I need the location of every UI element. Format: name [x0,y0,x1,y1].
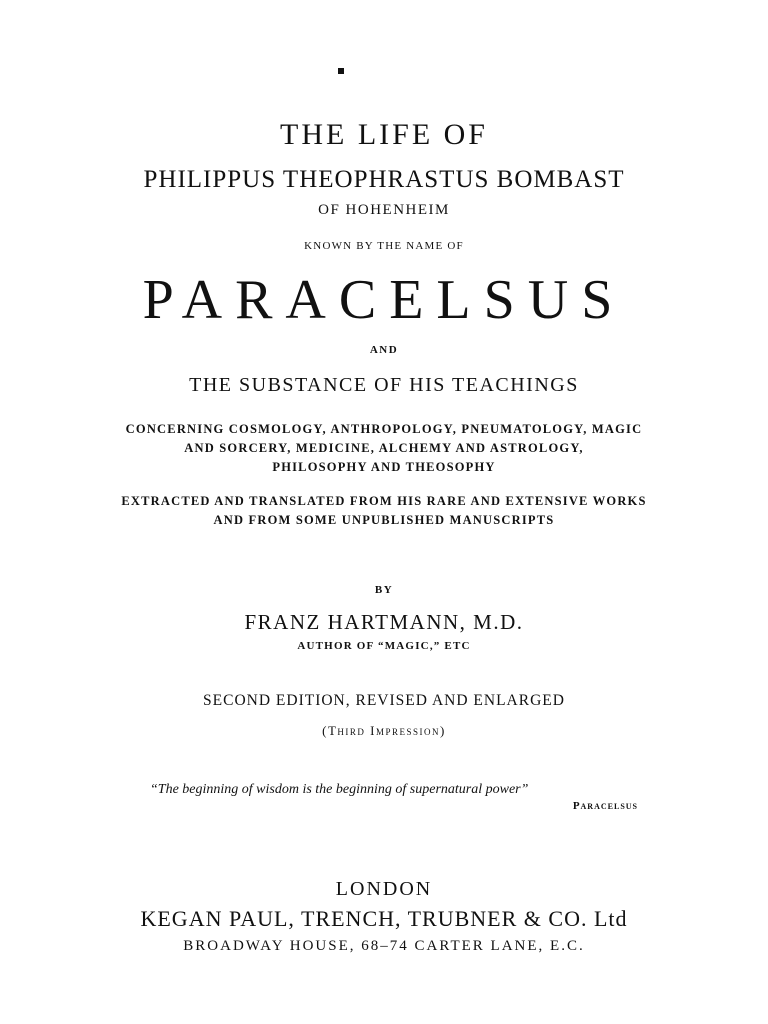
edition-statement: SECOND EDITION, REVISED AND ENLARGED [203,692,565,709]
topics-line: PHILOSOPHY AND THEOSOPHY [272,460,496,474]
author-name: FRANZ HARTMANN, M.D. [244,610,524,634]
source-line: AND FROM SOME UNPUBLISHED MANUSCRIPTS [213,513,555,527]
subject-origin: OF HOHENHEIM [318,202,450,218]
epigraph-quote: “The beginning of wisdom is the beginning of supernatural power” [150,782,529,797]
known-by-line: KNOWN BY THE NAME OF [304,240,464,252]
and-line: AND [369,344,399,356]
source-line: EXTRACTED AND TRANSLATED FROM HIS RARE AND EXTENSIVE WORKS [121,494,647,508]
subtitle: THE SUBSTANCE OF HIS TEACHINGS [189,374,579,396]
subject-full-name: PHILIPPUS THEOPHRASTUS BOMBAST [143,166,625,193]
epigraph-attribution: Paracelsus [572,800,638,812]
topics-line: AND SORCERY, MEDICINE, ALCHEMY AND ASTROLOGY, [184,441,584,455]
printer-mark [338,68,344,74]
source-block [0,492,768,530]
topics-line: CONCERNING COSMOLOGY, ANTHROPOLOGY, PNEUMATOLOGY, MAGIC [125,422,643,436]
impression-statement: (Third Impression) [322,723,446,738]
title-line-life: THE LIFE OF [280,118,488,151]
author-credits: AUTHOR OF “MAGIC,” ETC [297,640,471,652]
publisher-address: BROADWAY HOUSE, 68–74 CARTER LANE, E.C. [183,938,585,954]
publisher-name: KEGAN PAUL, TRENCH, TRUBNER & CO. Ltd [140,906,628,931]
by-line: BY [374,584,394,596]
imprint-city: LONDON [335,878,433,900]
topics-block [0,420,768,477]
main-title: PARACELSUS [142,269,626,331]
